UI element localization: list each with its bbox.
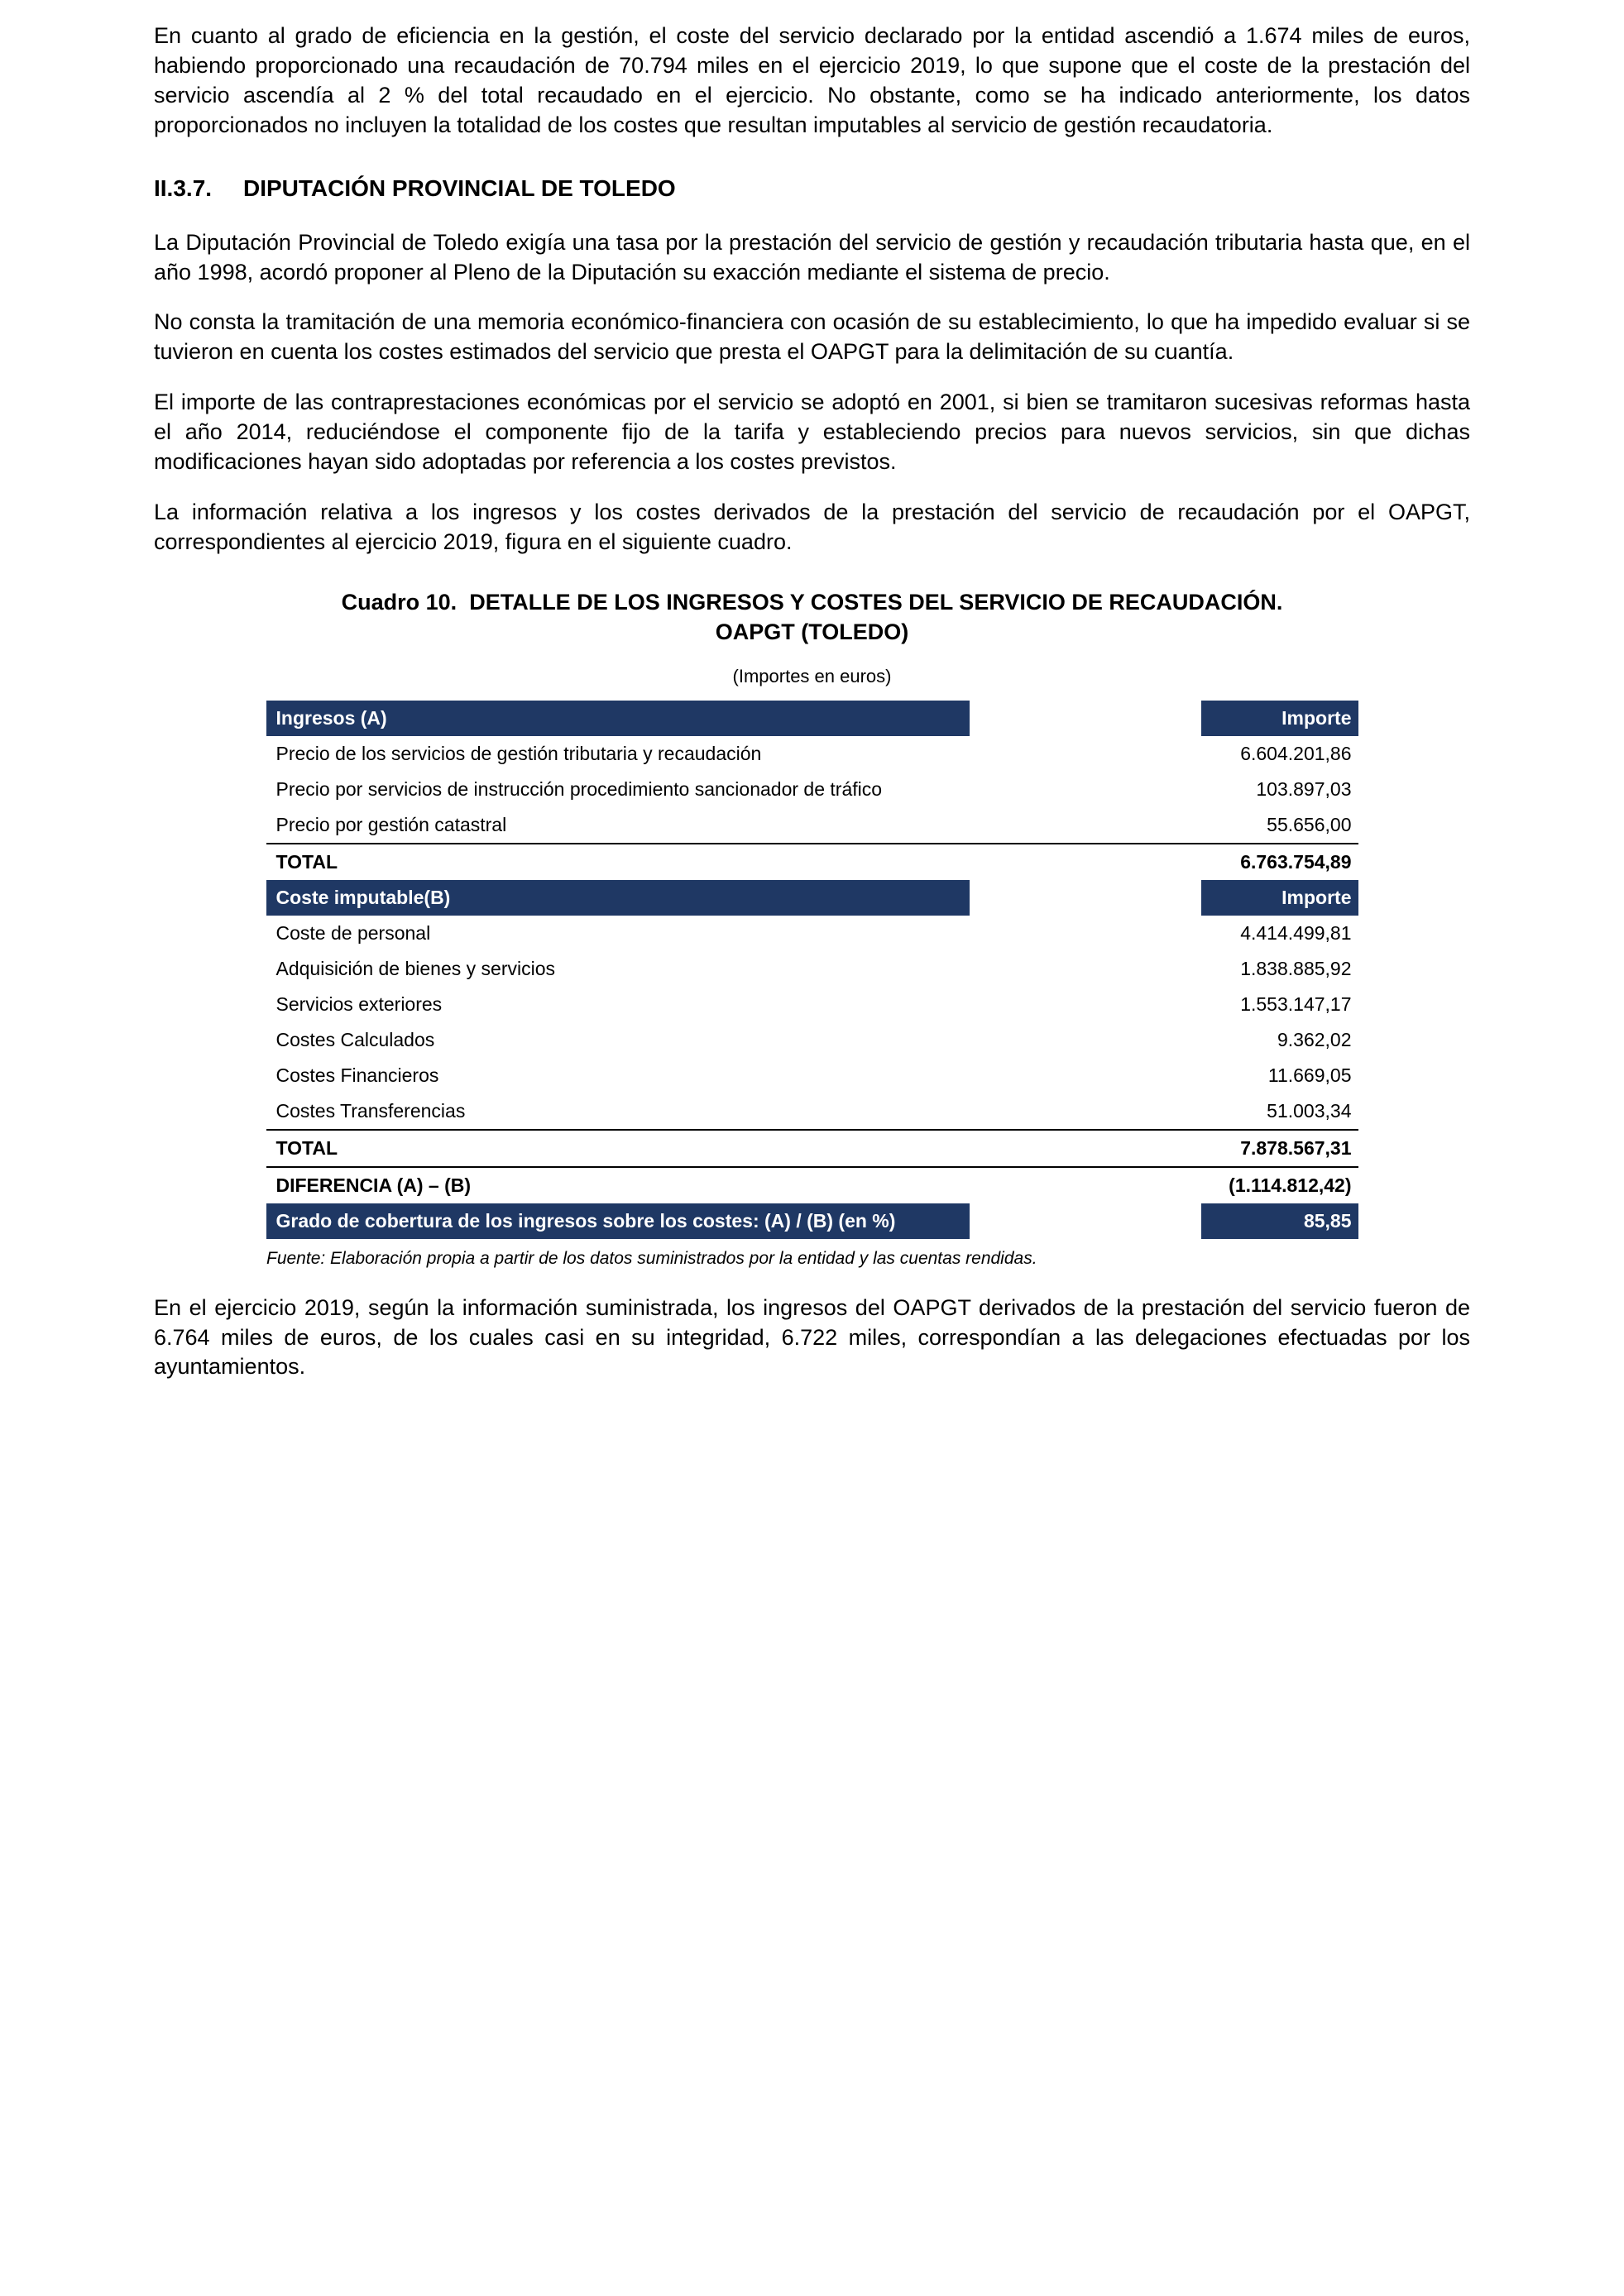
costes-total-row xyxy=(266,1129,1358,1166)
intro-paragraph: En cuanto al grado de eficiencia en la gestión, el coste del servicio declarado por la entidad ascendió a 1.674 miles de euros, habiendo proporcionado una recaudación de 70.794 miles en el ejercicio 2019, lo que supone que el coste de la prestación del servicio ascendía al 2 % del total recaudado en el ejercicio. No obstante, como se ha indicado anteriormente, los datos proporcionados no incluyen la totalidad de los costes que resultan imputables al servicio de gestión recaudatoria. xyxy=(154,23,1470,137)
table-row xyxy=(266,1022,1358,1058)
row-value: 9.362,02 xyxy=(1277,1028,1352,1050)
header-spacer xyxy=(970,701,1201,736)
row-label: TOTAL xyxy=(275,1136,338,1159)
row-value: 6.763.754,89 xyxy=(1240,850,1352,873)
body-paragraph-3: El importe de las contraprestaciones económicas por el servicio se adoptó en 2001, si bien se tramitaron sucesivas reformas hasta el año 2014, reduciéndose el componente fijo de la tarifa y estableciendo precios para nuevos servicios, sin que dichas modificaciones hayan sido adoptadas por referencia a los costes previstos. xyxy=(154,390,1470,475)
table-caption xyxy=(204,587,1420,648)
row-label: DIFERENCIA (A) – (B) xyxy=(275,1174,472,1196)
row-value: 6.604.201,86 xyxy=(1240,742,1352,764)
row-value: 55.656,00 xyxy=(1267,813,1352,835)
caption-label: Cuadro 10. xyxy=(341,589,457,615)
table-row xyxy=(266,736,1358,772)
row-value: 7.878.567,31 xyxy=(1240,1136,1352,1159)
row-label: Costes Financieros xyxy=(275,1064,439,1086)
row-value: (1.114.812,42) xyxy=(1229,1174,1352,1196)
section-title: DIPUTACIÓN PROVINCIAL DE TOLEDO xyxy=(243,175,676,201)
closing-paragraph: En el ejercicio 2019, según la información suministrada, los ingresos del OAPGT derivados de la prestación del servicio fueron de 6.764 miles de euros, de los cuales casi en su integridad, 6.722 miles, correspondían a las delegaciones efectuadas por los ayuntamientos. xyxy=(154,1294,1470,1380)
row-label: Coste de personal xyxy=(275,921,431,944)
row-label: Precio de los servicios de gestión tributaria y recaudación xyxy=(275,742,762,764)
costes-header-label: Coste imputable(B) xyxy=(266,880,970,916)
row-label: Adquisición de bienes y servicios xyxy=(275,957,556,979)
table-row xyxy=(266,807,1358,843)
ingresos-header-row xyxy=(266,701,1358,736)
row-label: Costes Calculados xyxy=(275,1028,435,1050)
table-row xyxy=(266,1093,1358,1129)
table-row xyxy=(266,987,1358,1022)
table-row xyxy=(266,1058,1358,1093)
table-row xyxy=(266,951,1358,987)
row-label: Servicios exteriores xyxy=(275,993,443,1015)
diferencia-row xyxy=(266,1166,1358,1203)
section-heading xyxy=(154,175,1470,202)
row-value: 11.669,05 xyxy=(1267,1064,1352,1086)
cobertura-label: Grado de cobertura de los ingresos sobre los costes: (A) / (B) (en %) xyxy=(266,1203,970,1239)
ingresos-header-label: Ingresos (A) xyxy=(266,701,970,736)
row-value: 4.414.499,81 xyxy=(1240,921,1352,944)
header-spacer xyxy=(970,880,1201,916)
row-label: Costes Transferencias xyxy=(275,1099,466,1122)
ingresos-header-importe: Importe xyxy=(1201,701,1358,736)
units-note: (Importes en euros) xyxy=(732,665,892,686)
caption-title-line2: OAPGT (TOLEDO) xyxy=(715,619,909,645)
ingresos-total-row xyxy=(266,843,1358,880)
table-row xyxy=(266,916,1358,951)
cobertura-row xyxy=(266,1203,1358,1239)
ingresos-costes-table xyxy=(266,701,1358,1239)
section-number: II.3.7. xyxy=(154,175,213,201)
cobertura-value: 85,85 xyxy=(1201,1203,1358,1239)
row-value: 1.553.147,17 xyxy=(1240,993,1352,1015)
row-label: Precio por servicios de instrucción procedimiento sancionador de tráfico xyxy=(275,777,883,800)
row-value: 103.897,03 xyxy=(1256,777,1352,800)
body-paragraph-2: No consta la tramitación de una memoria económico-financiera con ocasión de su establecimiento, lo que ha impedido evaluar si se tuvieron en cuenta los costes estimados del servicio que presta el OAPGT para la delimitación de su cuantía. xyxy=(154,309,1470,365)
row-value: 51.003,34 xyxy=(1267,1099,1352,1122)
row-label: TOTAL xyxy=(275,850,338,873)
row-value: 1.838.885,92 xyxy=(1240,957,1352,979)
header-spacer xyxy=(970,1203,1201,1239)
body-paragraph-1: La Diputación Provincial de Toledo exigía una tasa por la prestación del servicio de gestión y recaudación tributaria hasta que, en el año 1998, acordó proponer al Pleno de la Diputación su exacción mediante el sistema de precio. xyxy=(154,229,1470,285)
body-paragraph-4: La información relativa a los ingresos y los costes derivados de la prestación del servicio de recaudación por el OAPGT, correspondientes al ejercicio 2019, figura en el siguiente cuadro. xyxy=(154,499,1470,554)
row-label: Precio por gestión catastral xyxy=(275,813,507,835)
caption-title-line1: DETALLE DE LOS INGRESOS Y COSTES DEL SERVICIO DE RECAUDACIÓN. xyxy=(469,589,1283,615)
costes-header-row xyxy=(266,880,1358,916)
source-note: Fuente: Elaboración propia a partir de los datos suministrados por la entidad y las cuentas rendidas. xyxy=(266,1248,1037,1268)
table-row xyxy=(266,772,1358,807)
costes-header-importe: Importe xyxy=(1201,880,1358,916)
